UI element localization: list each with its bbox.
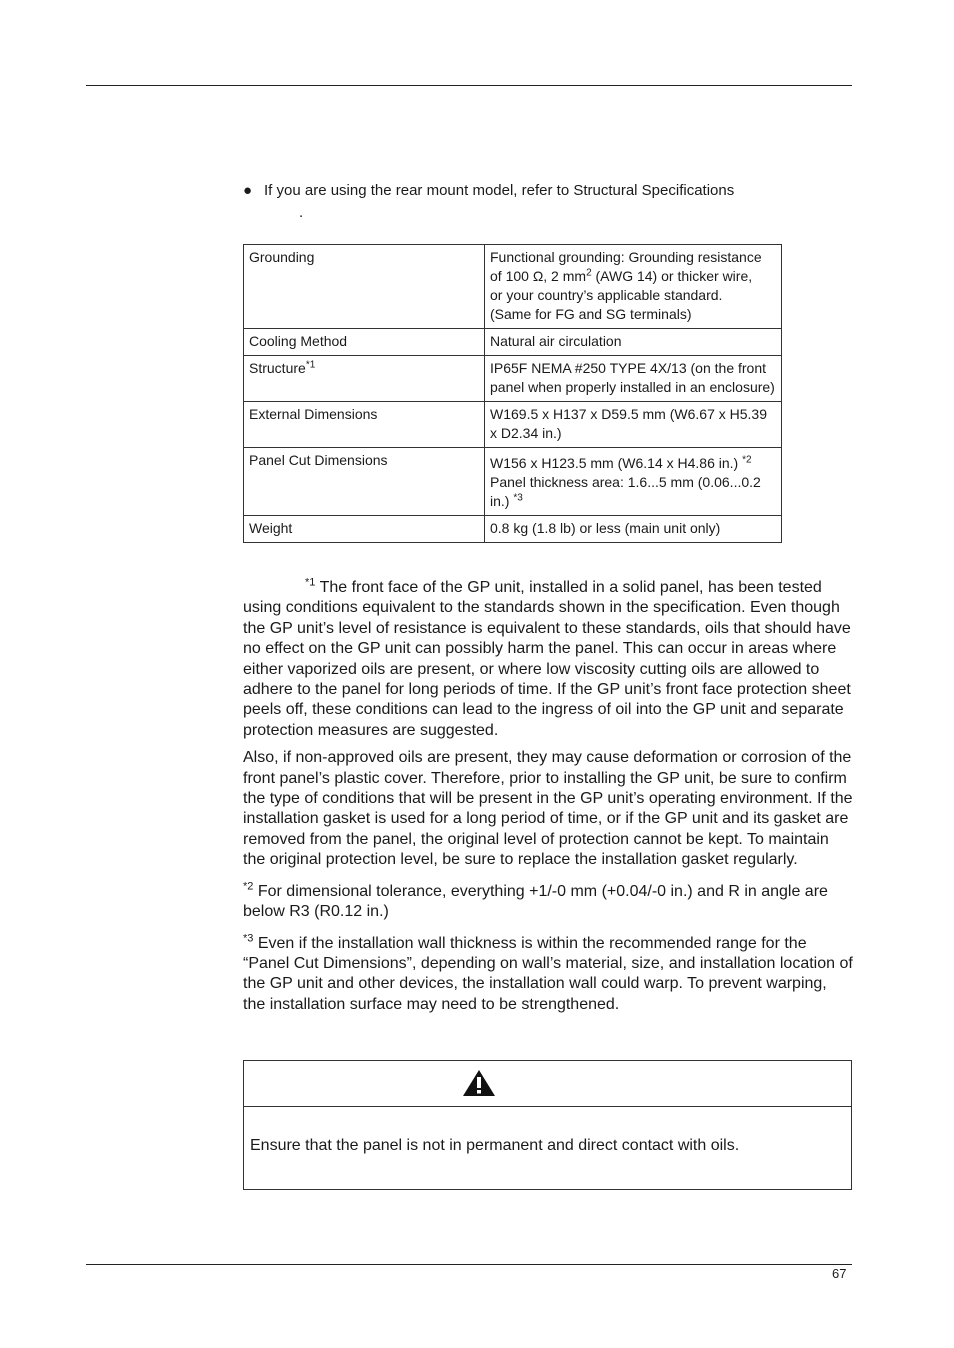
panel-cut-line-2: Panel thickness area: 1.6...5 mm (0.06...0.2 in.) [490, 474, 761, 509]
spec-key [244, 356, 485, 402]
footnotes [243, 578, 853, 1022]
grounding-superscript: 2 [586, 267, 592, 279]
spec-value [485, 448, 782, 516]
grounding-line-4: (Same for FG and SG terminals) [490, 306, 692, 322]
structure-key: Structure [249, 360, 306, 376]
spec-key: Grounding [244, 245, 485, 329]
footnote-ref: *1 [305, 359, 316, 371]
grounding-line-1: Functional grounding: Grounding resistance [490, 249, 762, 265]
footnote-mark: *2 [243, 880, 254, 893]
specification-table [243, 244, 782, 543]
panel-cut-line-1: W156 x H123.5 mm (W6.14 x H4.86 in.) [490, 455, 739, 471]
warning-header [244, 1061, 851, 1107]
header-rule [86, 85, 852, 86]
intro-continuation: . [299, 204, 304, 221]
table-row [244, 402, 782, 448]
spec-key: External Dimensions [244, 402, 485, 448]
spec-key: Cooling Method [244, 329, 485, 356]
spec-value: Natural air circulation [485, 329, 782, 356]
footnote-mark: *3 [243, 932, 254, 945]
footnote-ref: *2 [742, 454, 752, 466]
warning-box [243, 1060, 852, 1190]
footnote-1-continued: Also, if non-approved oils are present, they may cause deformation or corrosion of the front panel’s plastic cover. Therefore, prior to installing the GP unit, be sure to confirm the type of conditions that will be present in the GP unit’s operating environment. If the installation gasket is used for a long period of time, or if the GP unit and its gasket are removed from the panel, the original level of protection cannot be kept. To maintain the original protection level, be sure to replace the installation gasket regularly. [243, 749, 853, 869]
spec-value: IP65F NEMA #250 TYPE 4X/13 (on the front panel when properly installed in an enclosure) [485, 356, 782, 402]
spec-value: 0.8 kg (1.8 lb) or less (main unit only) [485, 516, 782, 543]
bullet-symbol: ● [243, 182, 253, 199]
footnote-3-text: Even if the installation wall thickness is within the recommended range for the “Panel Cut Dimensions”, depending on wall’s material, size, and installation location of the GP unit and other devices, the installation wall could warp. To prevent warping, the installation surface may need to be strengthened. [243, 934, 853, 1013]
footer-rule [86, 1264, 852, 1265]
table-row [244, 516, 782, 543]
footnote-3 [243, 934, 853, 1016]
spec-key: Weight [244, 516, 485, 543]
footnote-2 [243, 882, 853, 923]
spec-value [485, 245, 782, 329]
table-row [244, 448, 782, 516]
footnote-ref: *3 [513, 492, 523, 504]
footnote-mark: *1 [305, 576, 316, 589]
grounding-line-2b: (AWG 14) or thicker wire, [591, 268, 753, 284]
warning-text: Ensure that the panel is not in permanent and direct contact with oils. [250, 1137, 740, 1154]
table-row [244, 329, 782, 356]
page-number: 67 [832, 1266, 847, 1281]
table-row [244, 356, 782, 402]
intro-bullet [243, 181, 803, 221]
grounding-line-2a: of 100 Ω, 2 mm [490, 268, 587, 284]
footnote-1 [243, 578, 853, 741]
spec-key: Panel Cut Dimensions [244, 448, 485, 516]
footnote-1-text: The front face of the GP unit, installed in a solid panel, has been tested using conditions equivalent to the standards shown in the specification. Even though the GP unit’s level of resistance is equivalent to these standards, oils that should have no effect on the GP unit can possibly harm the panel. This can occur in areas where either vaporized oils are present, or where low viscosity cutting oils are allowed to adhere to the panel for long periods of time. If the GP unit’s front face protection sheet peels off, these conditions can lead to the ingress of oil into the GP unit and separate protection measures are suggested. [243, 579, 851, 739]
footnote-2-text: For dimensional tolerance, everything +1/-0 mm (+0.04/-0 in.) and R in angle are below R3 (R0.12 in.) [243, 882, 828, 921]
table-row [244, 245, 782, 329]
grounding-line-3: or your country’s applicable standard. [490, 287, 723, 303]
spec-value: W169.5 x H137 x D59.5 mm (W6.67 x H5.39 x D2.34 in.) [485, 402, 782, 448]
warning-triangle-icon [462, 1069, 496, 1097]
intro-text: If you are using the rear mount model, refer to Structural Specifications [264, 182, 735, 199]
